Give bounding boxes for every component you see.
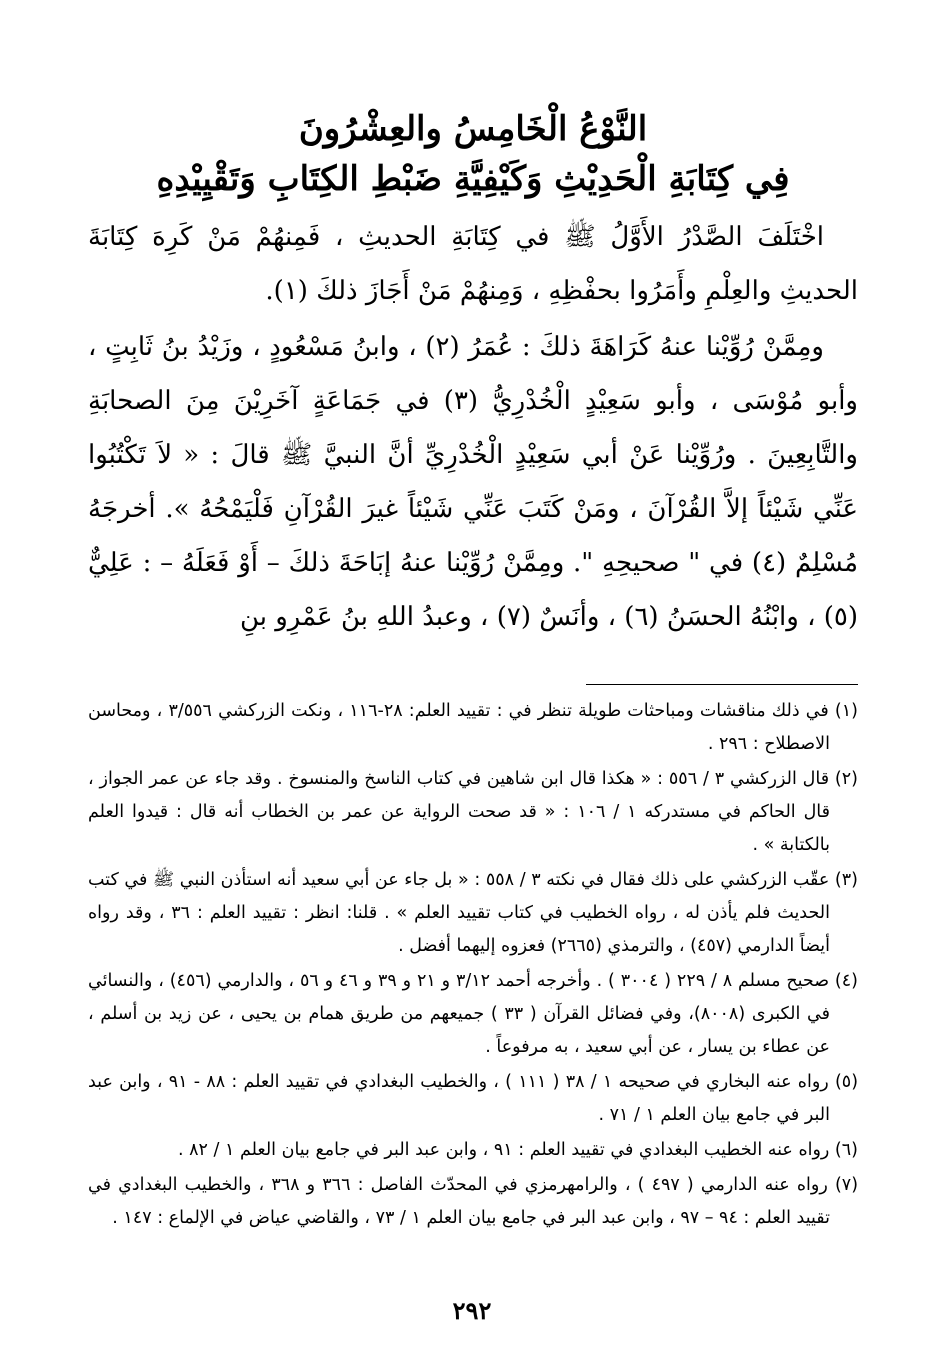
body-text — [88, 210, 858, 644]
chapter-subtitle: فِي كِتَابَةِ الْحَدِيْثِ وَكَيْفِيَّةِ ضَبْطِ الكِتَابِ وَتَقْيِيْدِهِ — [156, 159, 790, 199]
footnote-1: (١) في ذلك مناقشات ومباحثات طويلة تنظر في : تقييد العلم: ٢٨-١١٦ ، ونكت الزركشي ٣/٥٥٦ ، ومحاسن الاصطلاح : ٢٩٦ . — [88, 701, 858, 754]
chapter-title: النَّوْعُ الْخَامِسُ والعِشْرُونَ — [298, 109, 648, 149]
footnote-3: (٣) عقّب الزركشي على ذلك فقال في نكته ٣ / ٥٥٨ : « بل جاء عن أبي سعيد أنه استأذن النبي ﷺ في كتب الحديث فلم يأذن له ، رواه الخطيب في كتاب تقييد العلم » . قلنا: انظر : تقييد العلم : ٣٦ ، وقد رواه أيضاً الدارمي (٤٥٧) ، والترمذي (٢٦٦٥) فعزوه إليهما أفضل . — [88, 870, 858, 956]
paragraph-1: اخْتَلَفَ الصَّدْرُ الأَوَّلُ ﷺ في كِتَابَةِ الحديثِ ، فَمِنهُمْ مَنْ كَرِهَ كِتَابَةَ الحديثِ والعِلْمِ وأَمَرُوا بحفْظِهِ ، وَمِنهُمْ مَنْ أَجَازَ ذلكَ (١). — [88, 222, 858, 306]
footnote-4: (٤) صحيح مسلم ٨ / ٢٢٩ ( ٣٠٠٤ ) . وأخرجه أحمد ٣/١٢ و ٢١ و ٣٩ و ٤٦ و ٥٦ ، والدارمي (٤٥٦) ، والنسائي في الكبرى (٨٠٠٨)، وفي فضائل القرآن ( ٣٣ ) جميعهم من طريق همام بن يحيى ، عن زيد بن أسلم ، عن عطاء بن يسار ، عن أبي سعيد ، به مرفوعاً . — [88, 971, 858, 1057]
footnote-6: (٦) رواه عنه الخطيب البغدادي في تقييد العلم : ٩١ ، وابن عبد البر في جامع بيان العلم ١ / ٨٢ . — [178, 1140, 858, 1160]
footnotes — [88, 695, 858, 1235]
footnote-divider — [586, 684, 858, 685]
page-number: ٢٩٢ — [452, 1296, 492, 1325]
footnote-7: (٧) رواه عنه الدارمي ( ٤٩٧ ) ، والرامهرمزي في المحدّث الفاصل : ٣٦٦ و ٣٦٨ ، والخطيب البغدادي في تقييد العلم : ٩٤ – ٩٧ ، وابن عبد البر في جامع بيان العلم ١ / ٧٣ ، والقاضي عياض في الإلماع : ١٤٧ . — [88, 1175, 859, 1228]
footnote-5: (٥) رواه عنه البخاري في صحيحه ١ / ٣٨ ( ١١١ ) ، والخطيب البغدادي في تقييد العلم : ٨٨ - ٩١ ، وابن عبد البر في جامع بيان العلم ١ / ٧١ . — [88, 1072, 859, 1125]
footnote-2: (٢) قال الزركشي ٣ / ٥٥٦ : « هكذا قال ابن شاهين في كتاب الناسخ والمنسوخ . وقد جاء عن عمر الجواز ، قال الحاكم في مستدركه ١ / ١٠٦ : « قد صحت الرواية عن عمر بن الخطاب أنه قال : قيدوا العلم بالكتابة » . — [88, 769, 858, 855]
paragraph-2: ومِمَّنْ رُوِّيْنا عنهُ كَرَاهَةَ ذلكَ : عُمَرُ (٢) ، وابنُ مَسْعُودٍ ، وزَيْدُ بنُ ثَابِتٍ ، وأبو مُوْسَى ، وأبو سَعِيْدٍ الْخُدْرِيُّ (٣) في جَمَاعَةٍ آخَرِيْنَ مِنَ الصحابَةِ والتَّابِعِينَ . ورُوِّيْنا عَنْ أبي سَعِيْدٍ الْخُدْرِيِّ أنَّ النبيَّ ﷺ قالَ : « لاَ تَكْتُبُوا عَنِّي شَيْئاً إلاَّ القُرْآنَ ، ومَنْ كَتَبَ عَنِّي شَيْئاً غيرَ القُرْآنِ فَلْيَمْحُهُ ». أخرجَهُ مُسْلِمٌ (٤) في " صحيحِهِ ". ومِمَّنْ رُوِّيْنا عنهُ إبَاحَةَ ذلكَ – أَوْ فَعَلَهُ – : عَلِيٌّ (٥) ، وابْنُهُ الحسَنُ (٦) ، وأنَسٌ (٧) ، وعبدُ اللهِ بنُ عَمْرِو بنِ — [88, 332, 858, 632]
